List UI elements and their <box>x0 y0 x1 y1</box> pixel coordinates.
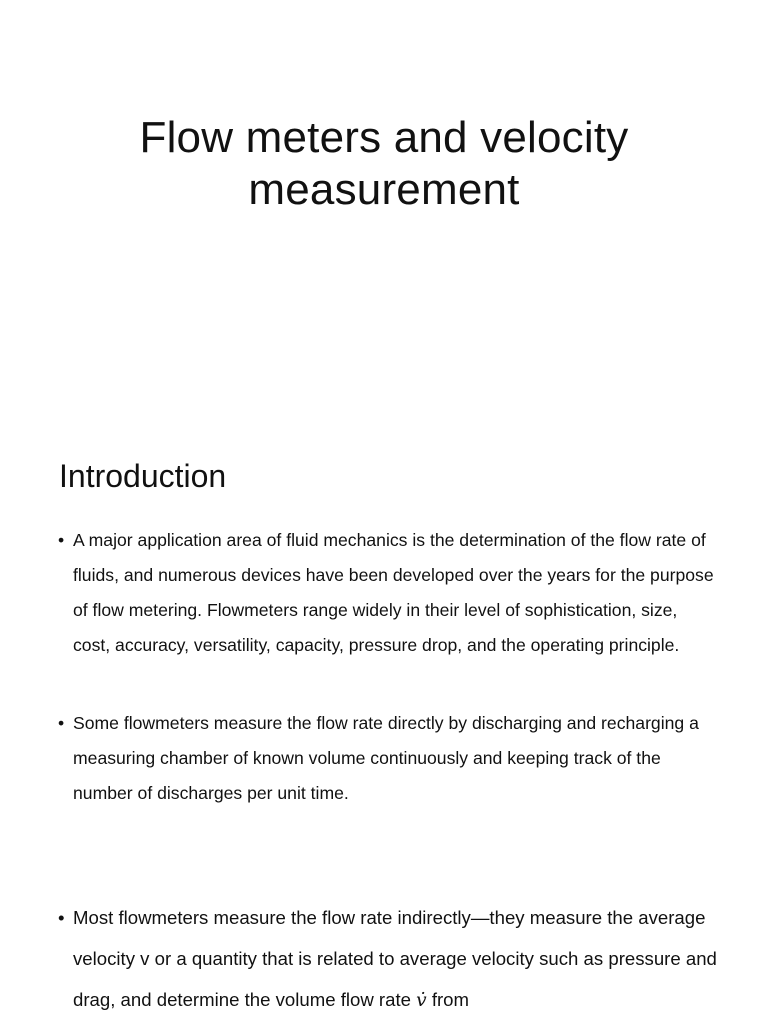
bullet-text: Some flowmeters measure the flow rate directly by discharging and recharging a measuring chamber of known volume continuously and keeping track of the number of discharges per unit time. <box>73 713 699 803</box>
bullet-text <box>73 897 718 1021</box>
bullet-text: A major application area of fluid mechanics is the determination of the flow rate of fluids, and numerous devices have been developed over the years for the purpose of flow metering. Flowmeters range widely in their level of sophistication, size, cost, accuracy, versatility, capacity, pressure drop, and the operating principle. <box>73 530 714 655</box>
bullet-text-after: from <box>426 989 470 1010</box>
bullet-marker: • <box>58 530 65 550</box>
bullet-marker: • <box>58 713 65 733</box>
section-heading: Introduction <box>59 458 227 494</box>
slide-title: Flow meters and velocity measurement <box>139 113 629 214</box>
bullet-item <box>58 523 718 663</box>
volume-flow-rate-symbol: v̇ <box>416 990 427 1011</box>
bullet-item <box>58 897 718 1021</box>
bullet-item <box>58 706 718 811</box>
bullet-marker: • <box>58 907 65 928</box>
bullet-text-before: Most flowmeters measure the flow rate indirectly—they measure the average velocity v or a quantity that is related to average velocity such as pressure and drag, and determine the volume flow rate <box>73 907 717 1010</box>
